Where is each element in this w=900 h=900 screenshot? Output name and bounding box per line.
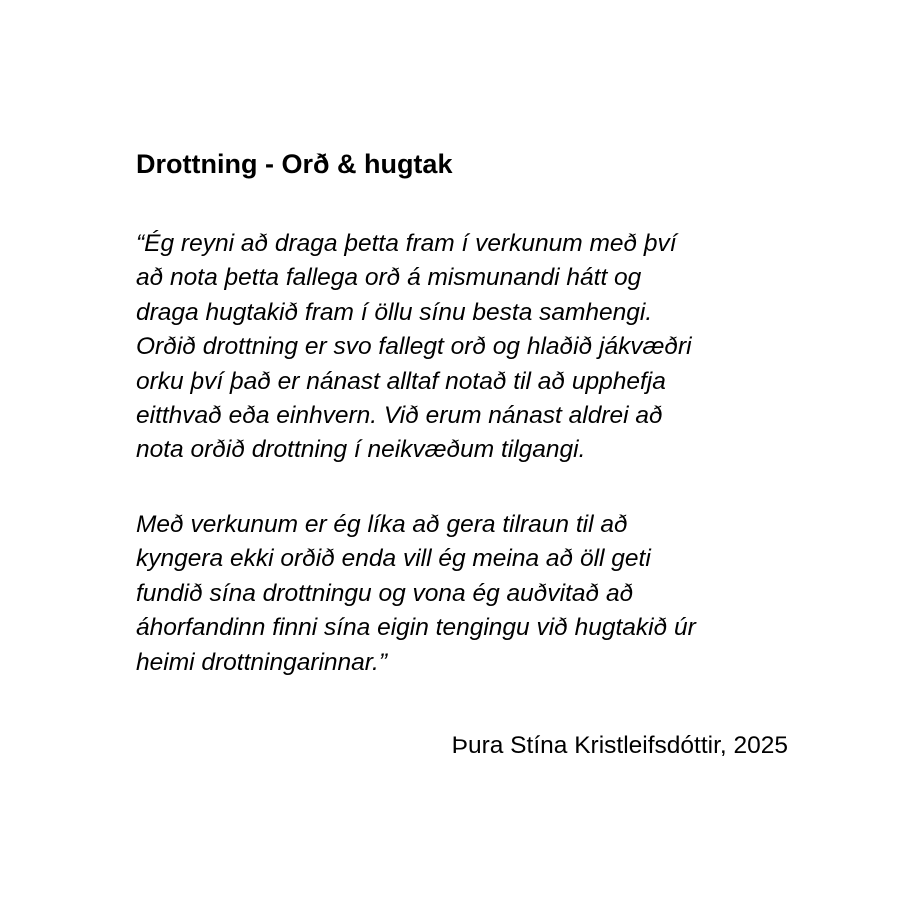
quote-paragraph-1 bbox=[136, 227, 836, 468]
attribution: Þura Stína Kristleifsdóttir, 2025 bbox=[451, 732, 788, 759]
quote-line: Með verkunum er ég líka að gera tilraun til að bbox=[136, 511, 628, 538]
quote-line: áhorfandinn finni sína eigin tengingu við hugtakið úr bbox=[136, 614, 696, 642]
quote-line: orku því það er nánast alltaf notað til að upphefja bbox=[136, 367, 666, 395]
quote-line: kyngera ekki orðið enda vill ég meina að öll geti bbox=[136, 545, 651, 573]
quote-line: draga hugtakið fram í öllu sínu besta samhengi. bbox=[136, 298, 653, 326]
page-title: Drottning - Orð & hugtak bbox=[136, 149, 453, 179]
quote-line: fundið sína drottningu og vona ég auðvitað að bbox=[136, 579, 634, 607]
quote-line: eitthvað eða einhvern. Við erum nánast aldrei að bbox=[136, 402, 663, 430]
quote-line: nota orðið drottning í neikvæðum tilgangi. bbox=[136, 436, 586, 464]
quote-line: “Ég reyni að draga þetta fram í verkunum með því bbox=[136, 230, 677, 257]
quote-paragraph-2 bbox=[136, 508, 836, 680]
quote-line: heimi drottningarinnar.” bbox=[136, 648, 388, 676]
quote-line: Orðið drottning er svo fallegt orð og hlaðið jákvæðri bbox=[136, 333, 692, 361]
quote-line: að nota þetta fallega orð á mismunandi hátt og bbox=[136, 264, 642, 292]
